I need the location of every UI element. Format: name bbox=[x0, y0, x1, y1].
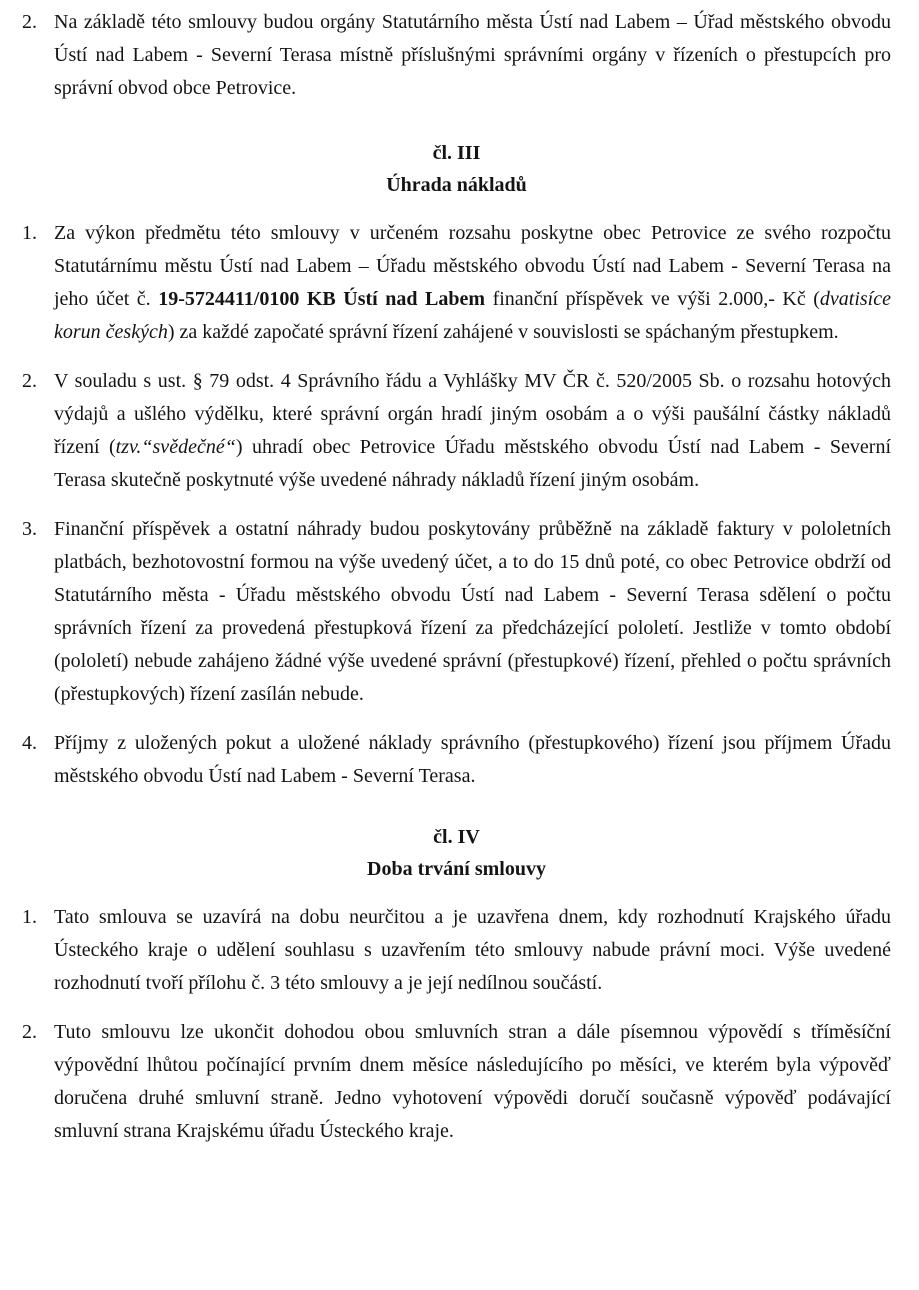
article-4-title: Doba trvání smlouvy bbox=[367, 858, 546, 880]
item-number: 1. bbox=[22, 906, 37, 928]
item-number: 3. bbox=[22, 518, 37, 540]
item-text bbox=[54, 217, 891, 349]
item-number: 4. bbox=[22, 732, 37, 754]
item-text: Na základě této smlouvy budou orgány Statutárního města Ústí nad Labem – Úřad městského obvodu Ústí nad Labem - Severní Terasa místně příslušnými správními orgány v řízeních o přestupcích pro správní obvod obce Petrovice. bbox=[54, 11, 891, 99]
item-number: 2. bbox=[22, 370, 37, 392]
item-text: Tuto smlouvu lze ukončit dohodou obou smluvních stran a dále písemnou výpovědí s tříměsíční výpovědní lhůtou počínající prvním dnem měsíce následujícího po měsíci, ve kterém byla výpověď doručena druhé smluvní straně. Jedno vyhotovení výpovědi doručí současně výpověď podávající smluvní strana Krajskému úřadu Ústeckého kraje. bbox=[54, 1021, 891, 1142]
item-text-part: ) za každé započaté správní řízení zahájené v souvislosti se spáchaným přestupkem. bbox=[167, 321, 839, 343]
article-4-item-2 bbox=[22, 1016, 891, 1148]
item-text-part: finanční příspěvek ve výši 2.000,- Kč ( bbox=[485, 288, 820, 310]
article-2-item-2 bbox=[22, 6, 891, 105]
article-3-item-1 bbox=[22, 217, 891, 349]
article-4-item-1 bbox=[22, 901, 891, 1000]
item-number: 2. bbox=[22, 11, 37, 33]
item-text-part: ) uhradí obec Petrovice Úřadu městského obvodu Ústí nad Labem - Severní Terasa skutečně poskytnuté výše uvedené náhrady nákladů řízení jiným osobám. bbox=[54, 436, 892, 491]
item-text: Příjmy z uložených pokut a uložené náklady správního (přestupkového) řízení jsou příjmem Úřadu městského obvodu Ústí nad Labem - Severní Terasa. bbox=[54, 732, 891, 787]
abbreviation: tzv.“svědečné“ bbox=[115, 436, 236, 458]
bank-account: 19-5724411/0100 KB Ústí nad Labem bbox=[158, 288, 486, 310]
item-number: 2. bbox=[22, 1021, 37, 1043]
article-3-item-4 bbox=[22, 727, 891, 793]
article-3-number: čl. III bbox=[432, 142, 481, 164]
article-3-item-2 bbox=[22, 365, 891, 497]
amount-in-words: dvatisíce korun českých bbox=[54, 288, 891, 343]
item-text: Finanční příspěvek a ostatní náhrady budou poskytovány průběžně na základě faktury v pololetních platbách, bezhotovostní formou na výše uvedený účet, a to do 15 dnů poté, co obec Petrovice obdrží od Statutárního města - Úřadu městského obvodu Ústí nad Labem - Severní Terasa sdělení o počtu správních řízení za provedená přestupková řízení za předcházející pololetí. Jestliže v tomto období (pololetí) nebude zahájeno žádné výše uvedené správní (přestupkové) řízení, přehled o počtu správních (přestupkových) řízení zasílán nebude. bbox=[54, 518, 891, 705]
item-text-part: V souladu s ust. § 79 odst. 4 Správního řádu a Vyhlášky MV ČR č. 520/2005 Sb. o rozsahu hotových výdajů a ušlého výdělku, které správní orgán hradí jiným osobám a o výši paušální částky nákladů řízení ( bbox=[54, 370, 891, 458]
article-3-item-3 bbox=[22, 513, 891, 711]
item-text bbox=[54, 365, 891, 497]
article-3-title: Úhrada nákladů bbox=[386, 174, 527, 196]
article-4-number: čl. IV bbox=[433, 826, 480, 848]
item-text-part: Za výkon předmětu této smlouvy v určeném rozsahu poskytne obec Petrovice ze svého rozpočtu Statutárnímu městu Ústí nad Labem – Úřadu městského obvodu Ústí nad Labem - Severní Terasa na jeho účet č. bbox=[54, 222, 891, 310]
item-number: 1. bbox=[22, 222, 37, 244]
item-text: Tato smlouva se uzavírá na dobu neurčitou a je uzavřena dnem, kdy rozhodnutí Krajského úřadu Ústeckého kraje o udělení souhlasu s uzavřením této smlouvy nabude právní moci. Výše uvedené rozhodnutí tvoří přílohu č. 3 této smlouvy a je její nedílnou součástí. bbox=[54, 906, 891, 994]
